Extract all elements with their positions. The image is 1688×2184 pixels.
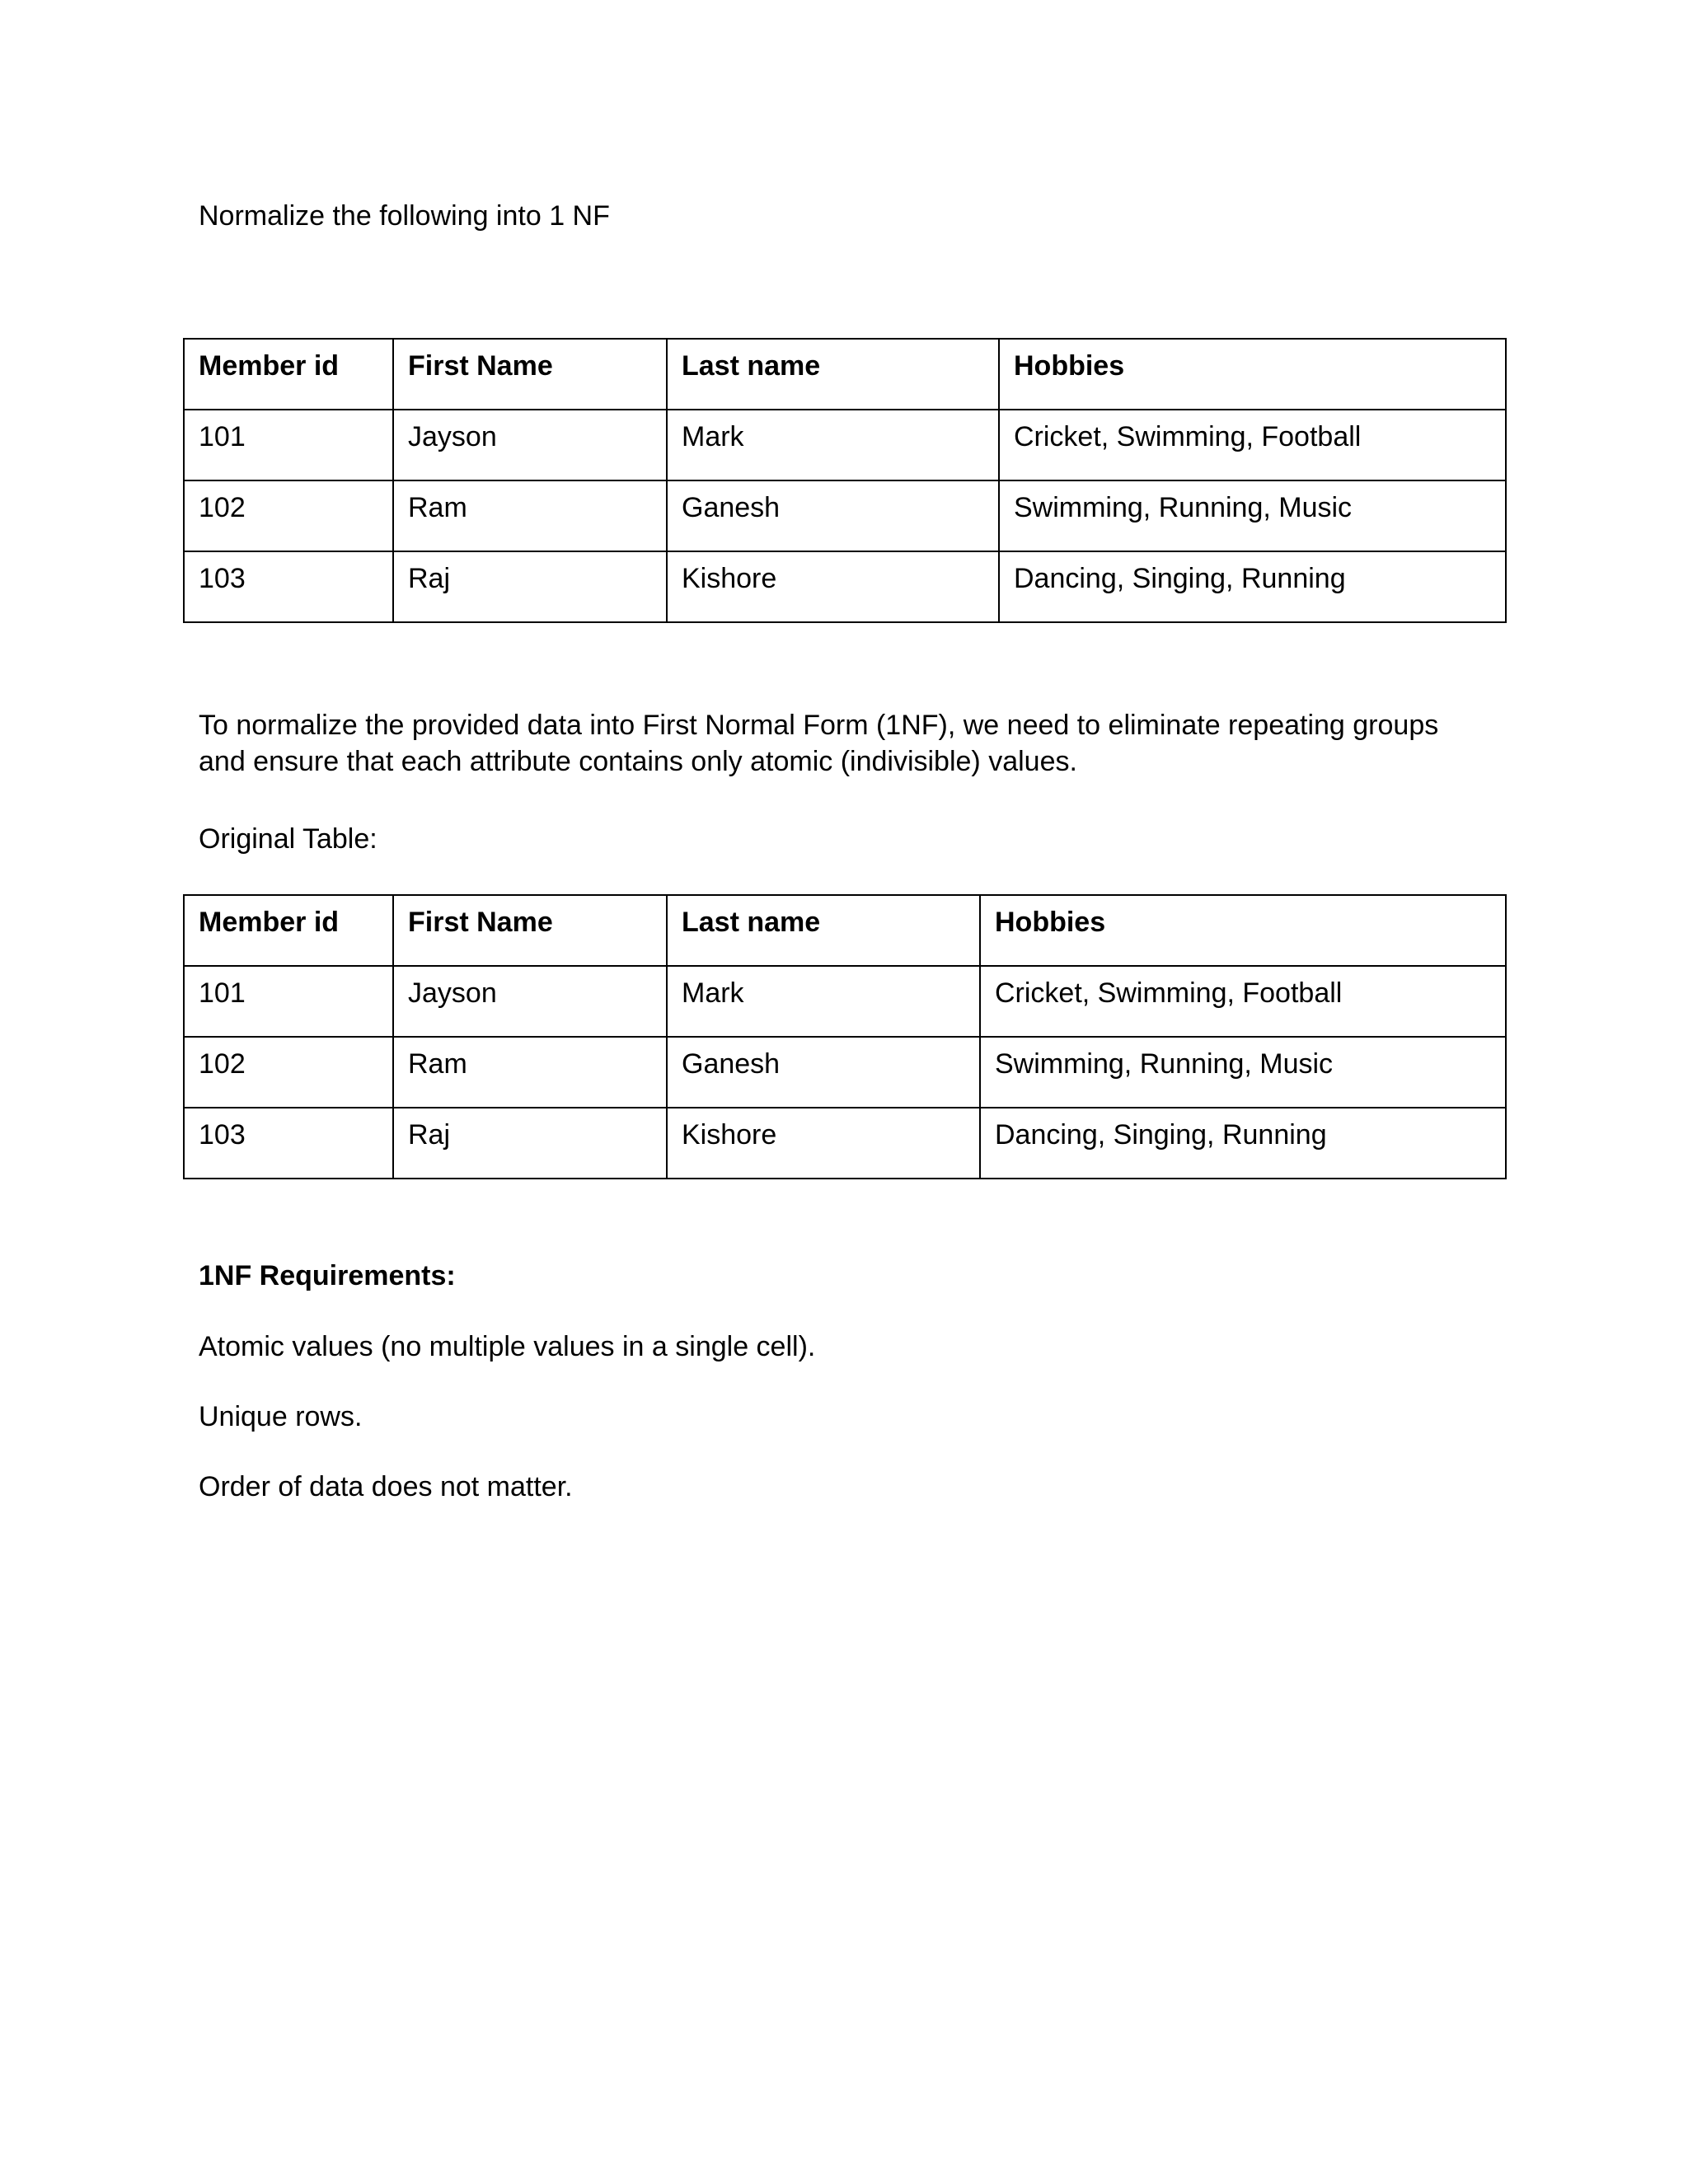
table-cell: Raj [393, 1108, 667, 1179]
table-cell: Ganesh [667, 1037, 980, 1108]
requirements-heading: 1NF Requirements: [199, 1260, 456, 1291]
table-cell: Ganesh [667, 480, 999, 551]
table-header-row [184, 339, 1506, 410]
column-header: Last name [667, 895, 980, 966]
table-cell: 102 [184, 1037, 393, 1108]
table-cell: Jayson [393, 966, 667, 1037]
explanation-paragraph: To normalize the provided data into First Normal Form (1NF), we need to eliminate repeating groups and ensure that each attribute contains only atomic (indivisible) values. [199, 710, 1439, 777]
column-header: First Name [393, 339, 667, 410]
table-cell: Jayson [393, 410, 667, 480]
table-cell: Mark [667, 966, 980, 1037]
table-cell: 102 [184, 480, 393, 551]
table-row [184, 966, 1506, 1037]
requirement-item: Order of data does not matter. [199, 1471, 573, 1502]
table-cell: Swimming, Running, Music [999, 480, 1506, 551]
column-header: Hobbies [980, 895, 1506, 966]
requirement-item: Atomic values (no multiple values in a single cell). [199, 1331, 816, 1362]
table-row [184, 480, 1506, 551]
table-row [184, 410, 1506, 480]
table-cell: 101 [184, 966, 393, 1037]
table-cell: Raj [393, 551, 667, 622]
table-header-row [184, 895, 1506, 966]
requirement-item: Unique rows. [199, 1401, 363, 1432]
table-cell: Cricket, Swimming, Football [999, 410, 1506, 480]
table-cell: 103 [184, 1108, 393, 1179]
column-header: Member id [184, 895, 393, 966]
column-header: First Name [393, 895, 667, 966]
column-header: Member id [184, 339, 393, 410]
table-cell: Mark [667, 410, 999, 480]
member-table-2 [183, 894, 1507, 1179]
original-table-label: Original Table: [199, 823, 377, 855]
table-cell: Kishore [667, 551, 999, 622]
intro-text: Normalize the following into 1 NF [199, 200, 610, 232]
table-cell: Dancing, Singing, Running [999, 551, 1506, 622]
table-cell: 101 [184, 410, 393, 480]
column-header: Last name [667, 339, 999, 410]
table-row [184, 551, 1506, 622]
table-cell: Ram [393, 1037, 667, 1108]
table-cell: Ram [393, 480, 667, 551]
table-cell: Swimming, Running, Music [980, 1037, 1506, 1108]
table-cell: Cricket, Swimming, Football [980, 966, 1506, 1037]
column-header: Hobbies [999, 339, 1506, 410]
table-cell: Kishore [667, 1108, 980, 1179]
table-cell: Dancing, Singing, Running [980, 1108, 1506, 1179]
member-table-1 [183, 338, 1507, 623]
table-row [184, 1037, 1506, 1108]
table-cell: 103 [184, 551, 393, 622]
table-row [184, 1108, 1506, 1179]
